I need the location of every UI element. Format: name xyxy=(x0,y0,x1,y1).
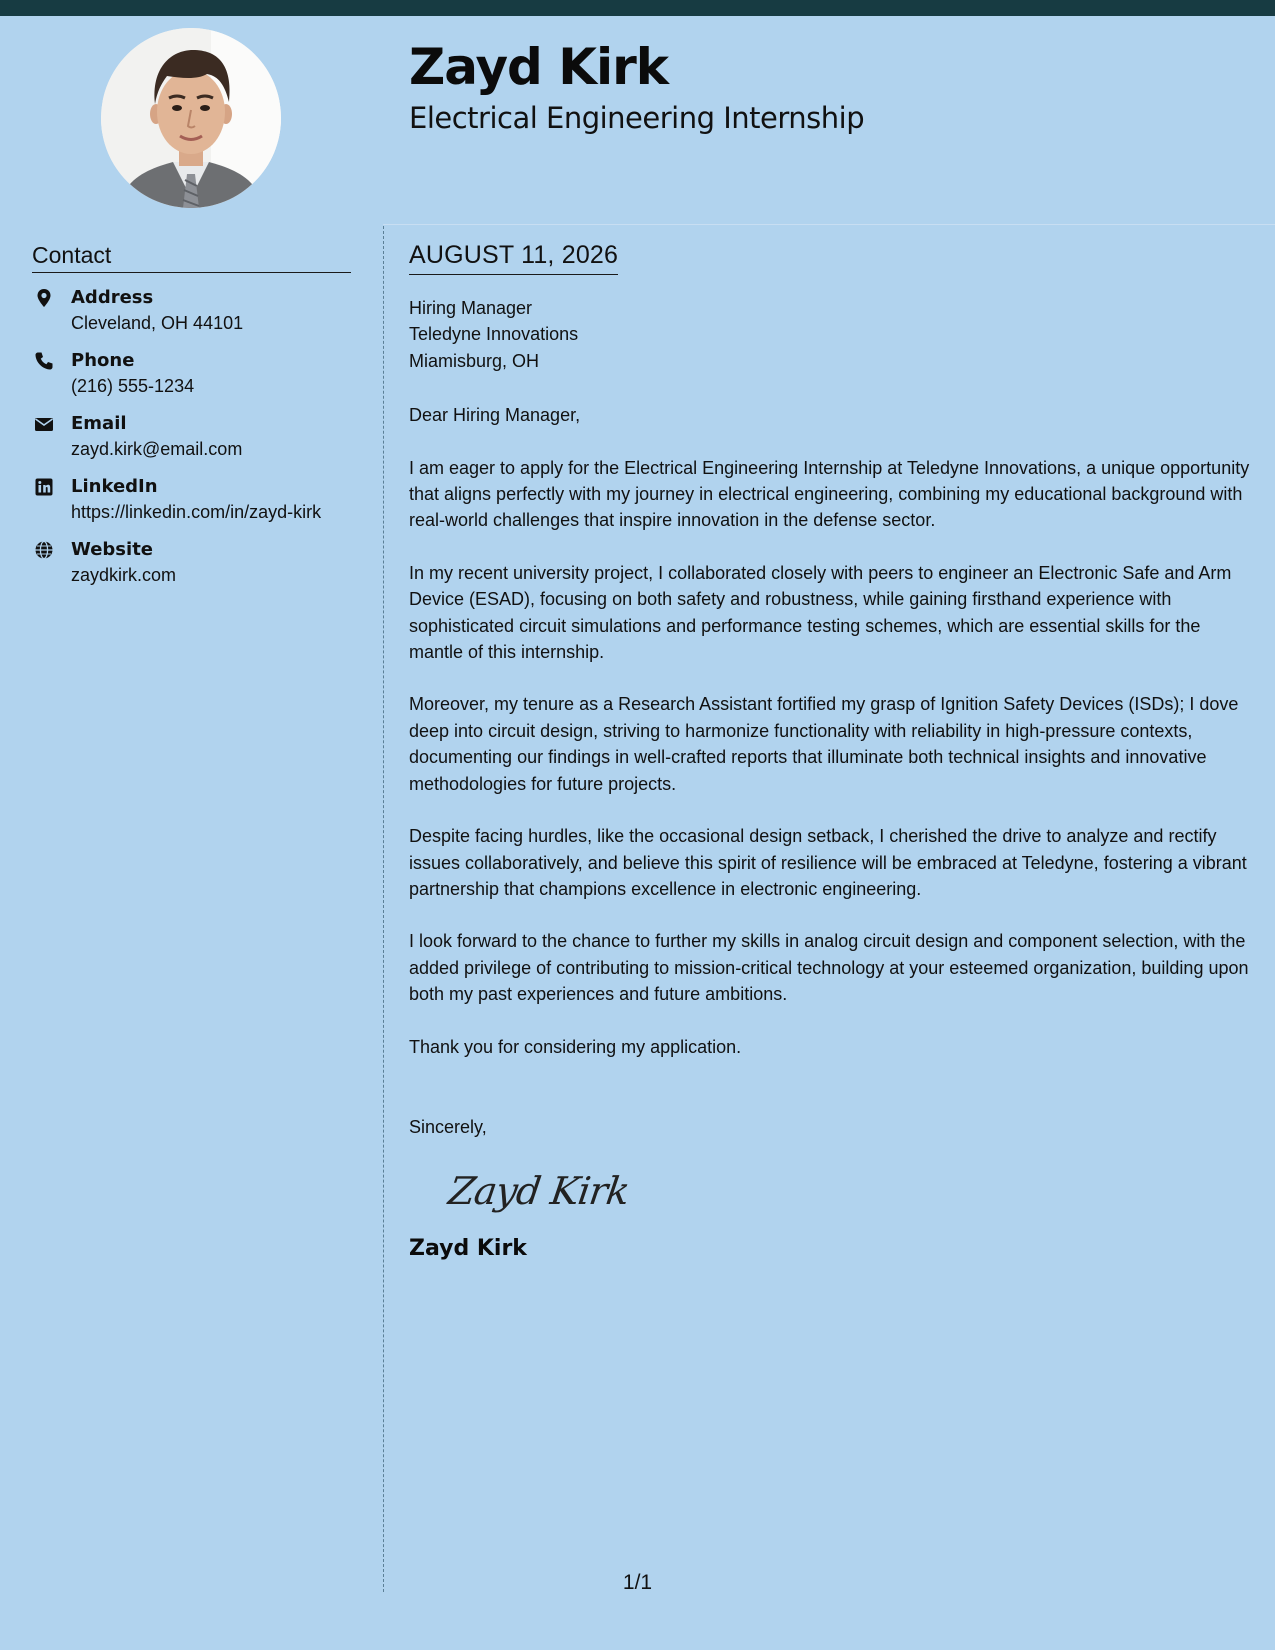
contact-label-address: Address xyxy=(71,287,154,308)
header-divider xyxy=(383,224,1275,225)
contact-label-website: Website xyxy=(71,539,154,560)
globe-icon xyxy=(34,540,54,560)
header-name: Zayd Kirk xyxy=(409,38,669,96)
map-pin-icon xyxy=(34,288,54,308)
header-subtitle: Electrical Engineering Internship xyxy=(409,101,865,135)
envelope-icon xyxy=(34,414,54,434)
recipient-block xyxy=(409,295,1254,374)
recipient-line: Teledyne Innovations xyxy=(409,324,579,345)
contact-label-linkedin: LinkedIn xyxy=(71,476,158,497)
closing: Sincerely, xyxy=(409,1116,487,1137)
letter-paragraph: I am eager to apply for the Electrical Engineering Internship at Teledyne Innovations, a unique opportunity that aligns perfectly with my journey in electrical engineering, combining my educational background with real-world challenges that inspire innovation in the defense sector. xyxy=(409,457,1250,531)
top-accent-bar xyxy=(0,0,1275,16)
letter-date: AUGUST 11, 2026 xyxy=(409,240,618,275)
letter-paragraph: Moreover, my tenure as a Research Assistant fortified my grasp of Ignition Safety Devices (ISDs); I dove deep into circuit design, striving to harmonize functionality with reliability in high-pressure contexts, documenting our findings in well-crafted reports that illuminate both technical insights and innovative methodologies for future projects. xyxy=(409,694,1239,794)
contact-label-phone: Phone xyxy=(71,350,135,371)
contact-list xyxy=(32,286,377,601)
contact-value-phone: (216) 555-1234 xyxy=(71,376,195,396)
signature xyxy=(445,1160,1254,1222)
contact-value-linkedin[interactable]: https://linkedin.com/in/zayd-kirk xyxy=(71,502,322,522)
signature-image: Zayd Kirk xyxy=(445,1169,632,1214)
letter-paragraph: Thank you for considering my application. xyxy=(409,1036,742,1057)
letter-paragraph: Despite facing hurdles, like the occasional design setback, I cherished the drive to analyze and rectify issues collaboratively, and believe this spirit of resilience will be embraced at Teledyne, fostering a vibrant partnership that champions excellence in electronic engineering. xyxy=(409,826,1247,899)
column-divider xyxy=(383,226,384,1592)
phone-icon xyxy=(34,351,54,371)
profile-photo xyxy=(101,28,281,208)
salutation: Dear Hiring Manager, xyxy=(409,405,581,426)
contact-label-email: Email xyxy=(71,413,127,434)
contact-value-email[interactable]: zayd.kirk@email.com xyxy=(71,439,243,459)
contact-item-email xyxy=(32,412,377,475)
letter-paragraph: I look forward to the chance to further my skills in analog circuit design and component selection, with the added privilege of contributing to mission-critical technology at your esteemed organization, building upon both my past experiences and future ambitions. xyxy=(409,931,1249,1005)
letter-paragraph: In my recent university project, I collaborated closely with peers to engineer an Electronic Safe and Arm Device (ESAD), focusing on both safety and robustness, while gaining firsthand experience with sophisticated circuit simulations and performance testing schemes, which are essential skills for the mantle of this internship. xyxy=(409,562,1232,663)
contact-item-linkedin xyxy=(32,475,377,538)
signer-name: Zayd Kirk xyxy=(409,1236,527,1262)
contact-value-address: Cleveland, OH 44101 xyxy=(71,313,244,333)
letter-body xyxy=(409,240,1254,1264)
recipient-line: Hiring Manager xyxy=(409,298,533,318)
contact-heading: Contact xyxy=(32,240,351,273)
contact-item-phone xyxy=(32,349,377,412)
page-number: 1/1 xyxy=(622,1571,653,1594)
linkedin-icon xyxy=(34,477,54,497)
contact-item-website xyxy=(32,538,377,601)
contact-item-address xyxy=(32,286,377,349)
recipient-line: Miamisburg, OH xyxy=(409,350,540,371)
contact-value-website[interactable]: zaydkirk.com xyxy=(71,565,177,585)
